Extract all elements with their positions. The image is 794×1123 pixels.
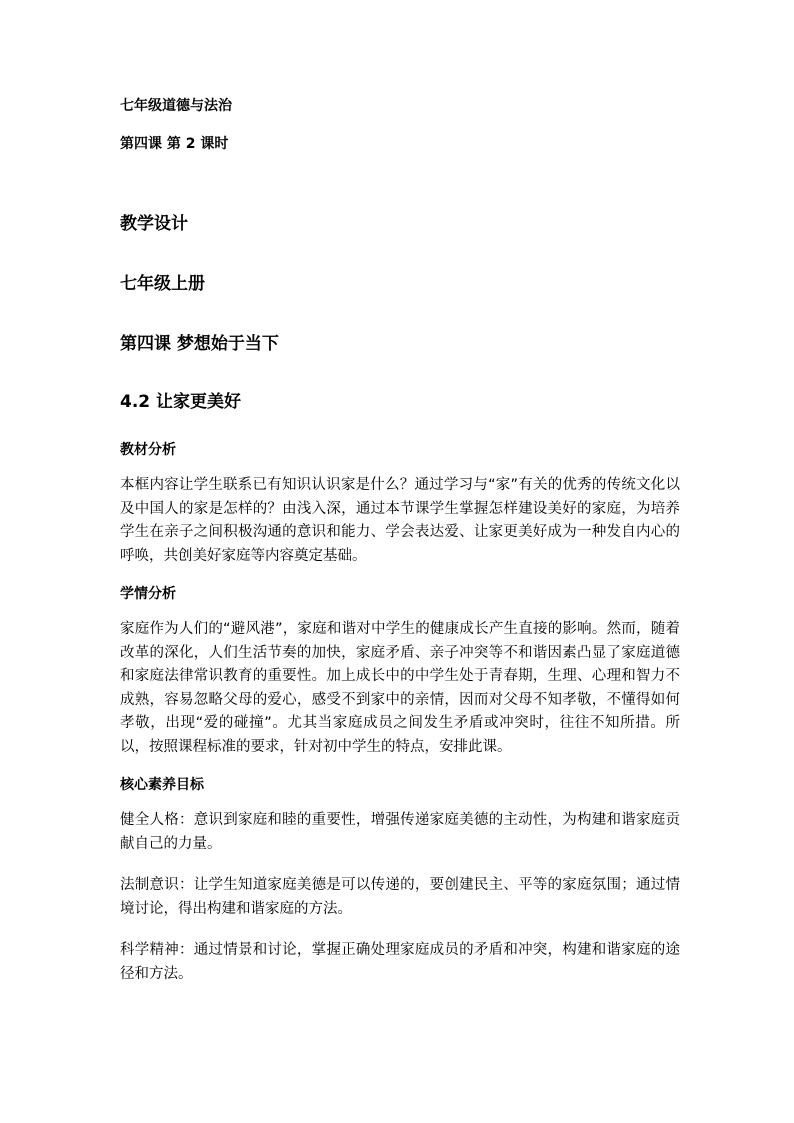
document-title: 教学设计 (120, 214, 188, 234)
goal-legal-awareness: 法制意识：让学生知道家庭美德是可以传递的，要创建民主、平等的家庭氛围；通过情境讨论，得出构建和谐家庭的方法。 (120, 877, 680, 917)
goal-personality: 健全人格：意识到家庭和睦的重要性，增强传递家庭美德的主动性，为构建和谐家庭贡献自己的力量。 (120, 812, 680, 852)
material-analysis-heading: 教材分析 (120, 442, 176, 458)
document-body (120, 96, 680, 1004)
lesson-label: 第四课 第 2 课时 (120, 136, 229, 152)
core-goals-heading: 核心素养目标 (120, 777, 204, 793)
unit-heading: 第四课 梦想始于当下 (120, 334, 279, 354)
section-heading: 4.2 让家更美好 (120, 392, 242, 412)
material-analysis-text: 本框内容让学生联系已有知识认识家是什么？通过学习与“家”有关的优秀的传统文化以及中国人的家是怎样的？由浅入深，通过本节课学生掌握怎样建设美好的家庭，为培养学生在亲子之间积极沟通的意识和能力、学会表达爱、让家更美好成为一种发自内心的呼唤，共创美好家庭等内容奠定基础。 (120, 477, 680, 564)
subject-label: 七年级道德与法治 (120, 98, 232, 114)
student-analysis-heading: 学情分析 (120, 586, 176, 602)
student-analysis-text: 家庭作为人们的“避风港”，家庭和谐对中学生的健康成长产生直接的影响。然而，随着改革的深化，人们生活节奏的加快，家庭矛盾、亲子冲突等不和谐因素凸显了家庭道德和家庭法律常识教育的重要性。加上成长中的中学生处于青春期，生理、心理和智力不成熟，容易忽略父母的爱心，感受不到家中的亲情，因而对父母不知孝敬，不懂得如何孝敬，出现“爱的碰撞”。尤其当家庭成员之间发生矛盾或冲突时，往往不知所措。所以，按照课程标准的要求，针对初中学生的特点，安排此课。 (120, 621, 680, 755)
goal-scientific-spirit: 科学精神：通过情景和讨论，掌握正确处理家庭成员的矛盾和冲突，构建和谐家庭的途径和方法。 (120, 942, 680, 982)
grade-heading: 七年级上册 (120, 274, 205, 294)
